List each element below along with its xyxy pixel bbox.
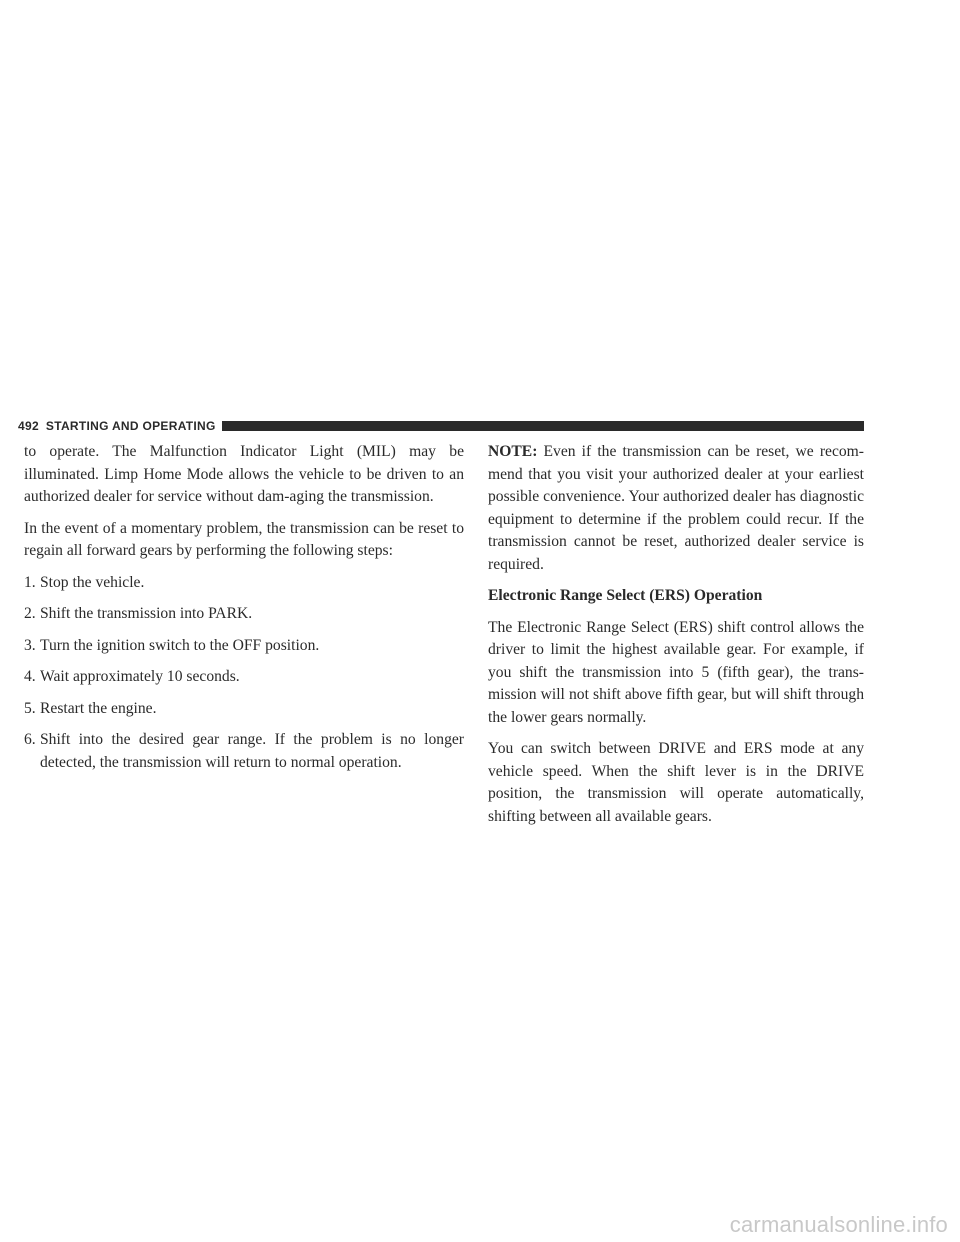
body-paragraph: In the event of a momentary problem, the transmission can be reset to regain all forward gears by performing the following steps: [24, 519, 464, 559]
page-header [18, 419, 864, 433]
left-column [24, 441, 464, 783]
step-number: 4. [24, 668, 36, 685]
step-text: Restart the engine. [40, 699, 157, 717]
list-item [24, 729, 464, 774]
note-label: NOTE: [488, 443, 538, 460]
list-item [24, 698, 464, 721]
body-paragraph: The Electronic Range Select (ERS) shift control allows the driver to limit the highest available gear. For example, if you shift the transmission into 5 (fifth gear), the trans-mission will not shift above fifth gear, but will shift through the lower gears normally. [488, 618, 864, 726]
note-paragraph [488, 441, 864, 576]
page-number: 492 [18, 419, 39, 433]
body-paragraph: You can switch between DRIVE and ERS mode at any vehicle speed. When the shift lever is in the DRIVE position, the transmission will operate automatically, shifting between all available gears. [488, 740, 864, 825]
step-text: Shift into the desired gear range. If the problem is no longer detected, the transmission will return to normal operation. [40, 731, 464, 771]
step-number: 2. [24, 605, 36, 622]
list-item [24, 666, 464, 689]
step-number: 5. [24, 699, 36, 717]
list-item [24, 572, 464, 595]
section-heading: Electronic Range Select (ERS) Operation [488, 587, 763, 604]
step-text: Stop the vehicle. [40, 573, 145, 591]
steps-list [24, 572, 464, 775]
header-rule [222, 421, 864, 431]
list-item [24, 635, 464, 658]
step-number: 1. [24, 573, 36, 591]
step-number: 6. [24, 731, 36, 748]
list-item [24, 603, 464, 626]
body-paragraph: to operate. The Malfunction Indicator Light (MIL) may be illuminated. Limp Home Mode allows the vehicle to be driven to an authorized dealer for service without dam-aging the transmission. [24, 443, 464, 505]
step-number: 3. [24, 636, 36, 654]
section-title: STARTING AND OPERATING [45, 419, 216, 433]
step-text: Turn the ignition switch to the OFF position. [40, 636, 320, 654]
note-text: Even if the transmission can be reset, we recom-mend that you visit your authorized dealer at your earliest possible convenience. Your authorized dealer has diagnostic equipment to determine if the problem could recur. If the transmission cannot be reset, authorized dealer service is required. [488, 443, 864, 573]
step-text: Shift the transmission into PARK. [40, 605, 253, 622]
watermark: carmanualsonline.info [729, 1212, 948, 1237]
right-column [488, 441, 864, 837]
step-text: Wait approximately 10 seconds. [40, 668, 240, 685]
